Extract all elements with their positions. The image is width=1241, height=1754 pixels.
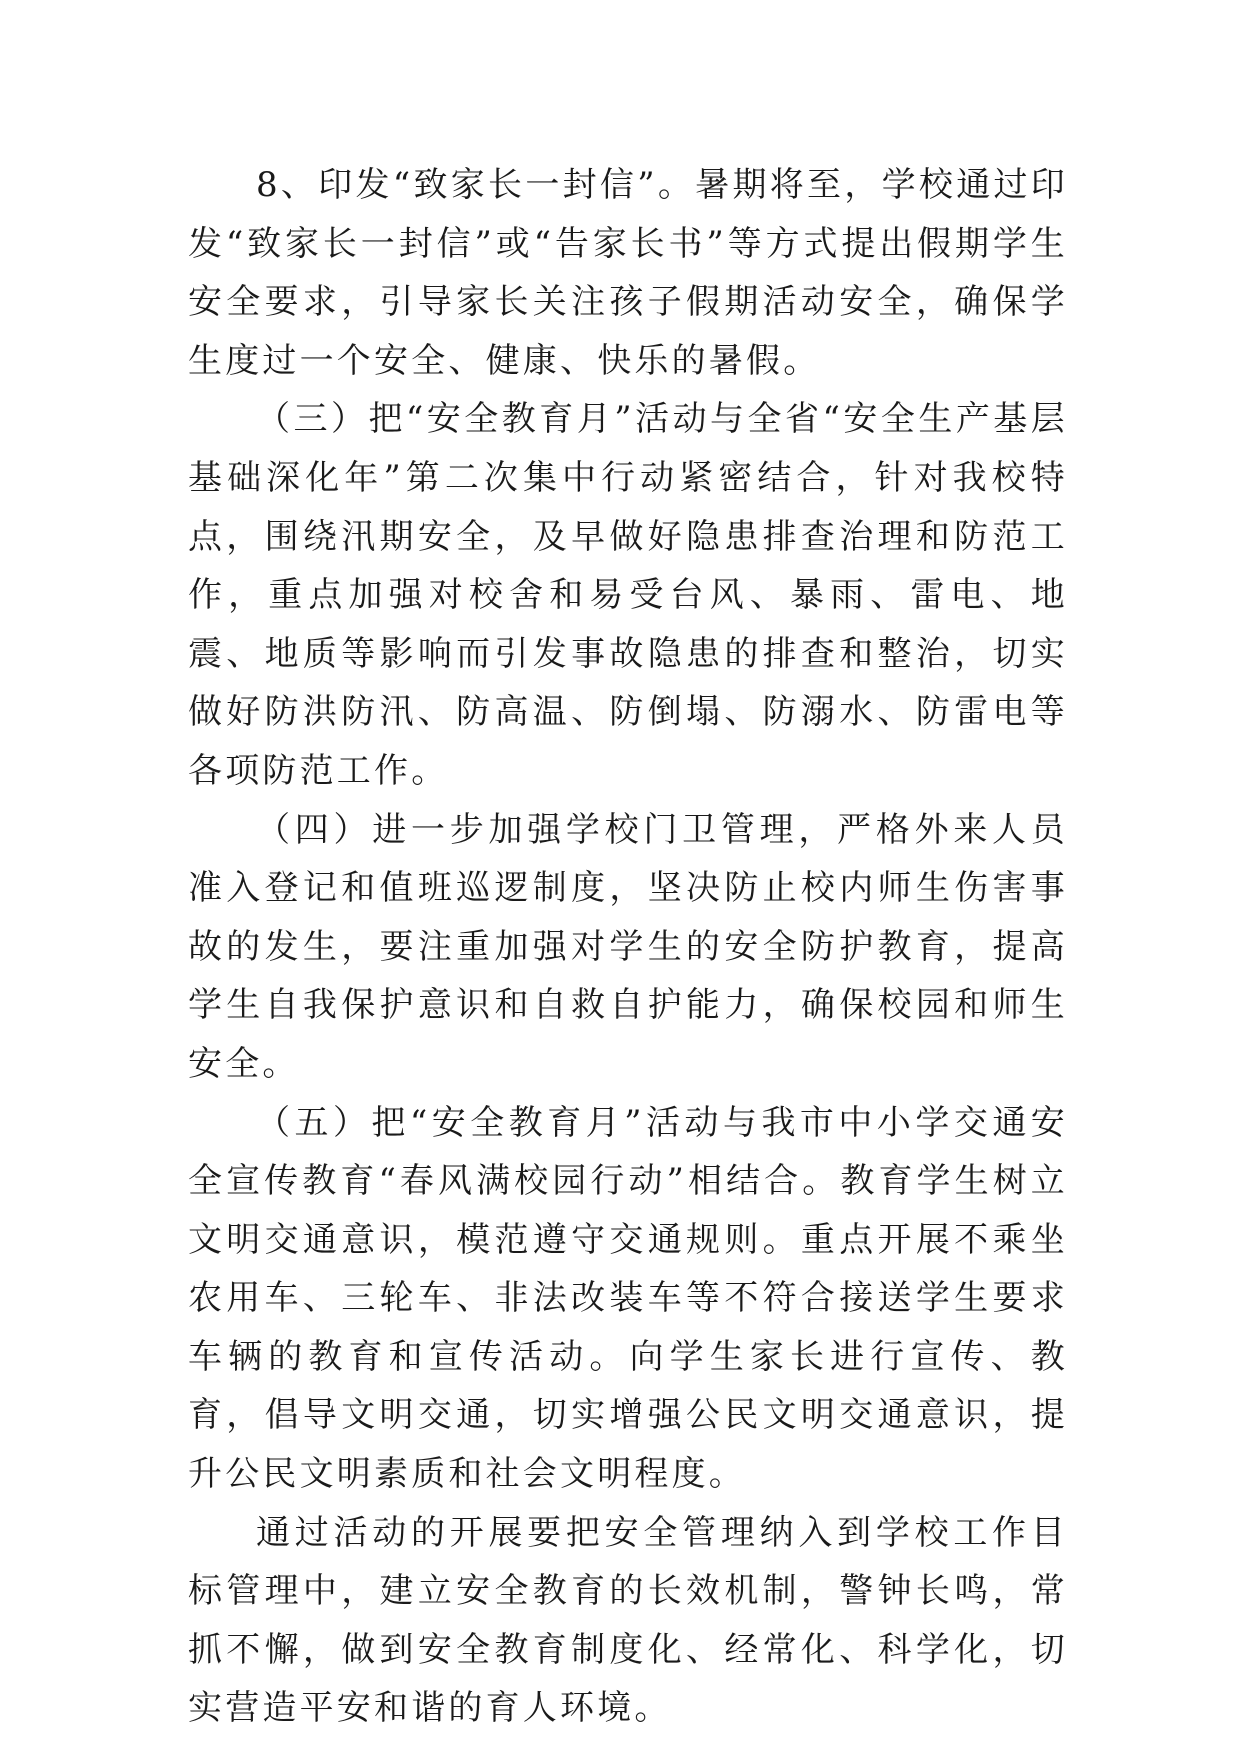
paragraph-section-5-traffic-safety: （五）把“安全教育月”活动与我市中小学交通安全宣传教育“春风满校园行动”相结合。教育学生树立文明交通意识，模范遵守交通规则。重点开展不乘坐农用车、三轮车、非法改装车等不符合接送学生要求车辆的教育和宣传活动。向学生家长进行宣传、教育，倡导文明交通，切实增强公民文明交通意识，提升公民文明素质和社会文明程度。 [188, 1102, 1068, 1495]
paragraph-section-3-flood-season-safety: （三）把“安全教育月”活动与全省“安全生产基层基础深化年”第二次集中行动紧密结合，针对我校特点，围绕汛期安全，及早做好隐患排查治理和防范工作，重点加强对校舍和易受台风、暴雨、雷电、地震、地质等影响而引发事故隐患的排查和整治，切实做好防洪防汛、防高温、防倒塌、防溺水、防雷电等各项防范工作。 [188, 399, 1068, 791]
document-body [188, 156, 1068, 1738]
paragraph-item-8-letter-to-parents: 8、印发“致家长一封信”。暑期将至，学校通过印发“致家长一封信”或“告家长书”等方式提出假期学生安全要求，引导家长关注孩子假期活动安全，确保学生度过一个安全、健康、快乐的暑假。 [188, 165, 1068, 381]
paragraph-closing-summary: 通过活动的开展要把安全管理纳入到学校工作目标管理中，建立安全教育的长效机制，警钟长鸣，常抓不懈，做到安全教育制度化、经常化、科学化，切实营造平安和谐的育人环境。 [188, 1512, 1068, 1729]
paragraph-section-4-gate-management: （四）进一步加强学校门卫管理，严格外来人员准入登记和值班巡逻制度，坚决防止校内师生伤害事故的发生，要注重加强对学生的安全防护教育，提高学生自我保护意识和自救自护能力，确保校园和师生安全。 [188, 809, 1068, 1084]
